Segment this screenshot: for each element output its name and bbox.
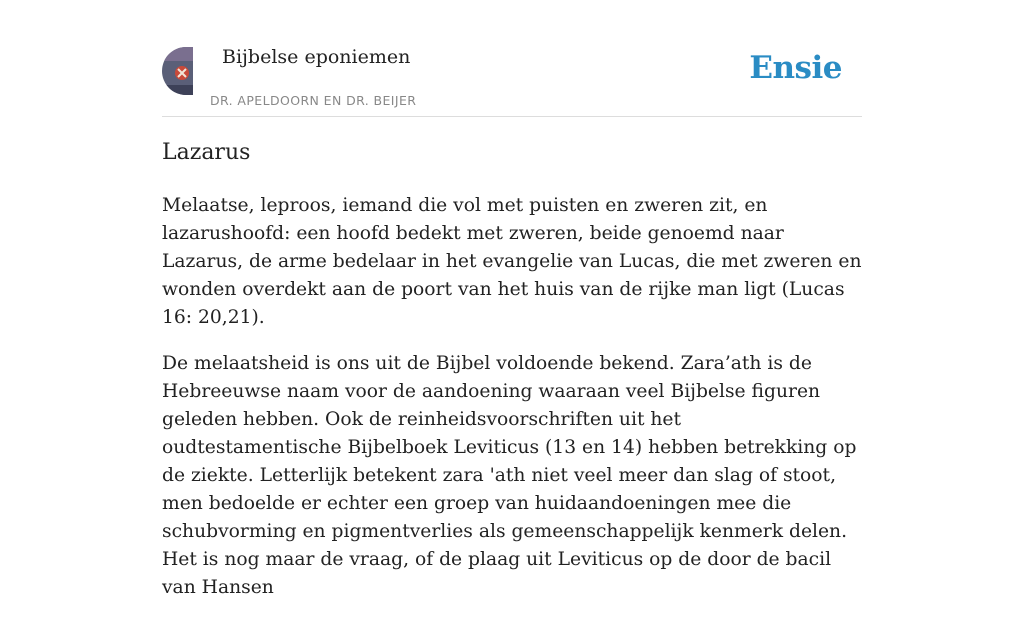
page-header (162, 40, 862, 117)
brand-logo[interactable]: Ensie (749, 50, 842, 86)
article-body (162, 192, 862, 620)
book-authors[interactable]: DR. APELDOORN EN DR. BEIJER (210, 93, 417, 108)
book-title[interactable]: Bijbelse eponiemen (222, 46, 411, 68)
article-title: Lazarus (162, 140, 251, 165)
article-paragraph: De melaatsheid is ons uit de Bijbel voldoende bekend. Zara’ath is de Hebreeuwse naam voor de aandoening waaraan veel Bijbelse figuren geleden hebben. Ook de reinheidsvoorschriften uit het oudtestamentische Bijbelboek Leviticus (13 en 14) hebben betrekking op de ziekte. Letterlijk betekent zara 'ath niet veel meer dan slag of stoot, men bedoelde er echter een groep van huidaandoeningen mee die schubvorming en pigmentverlies als gemeenschappelijk kenmerk delen. Het is nog maar de vraag, of de plaag uit Leviticus op de door de bacil van Hansen (162, 353, 857, 598)
article-paragraph: Melaatse, leproos, iemand die vol met puisten en zweren zit, en lazarushoofd: een hoofd bedekt met zweren, beide genoemd naar Lazarus, de arme bedelaar in het evangelie van Lucas, die met zweren en wonden overdekt aan de poort van het huis van de rijke man ligt (Lucas 16: 20,21). (162, 195, 862, 328)
book-cover-avatar[interactable] (162, 47, 193, 95)
